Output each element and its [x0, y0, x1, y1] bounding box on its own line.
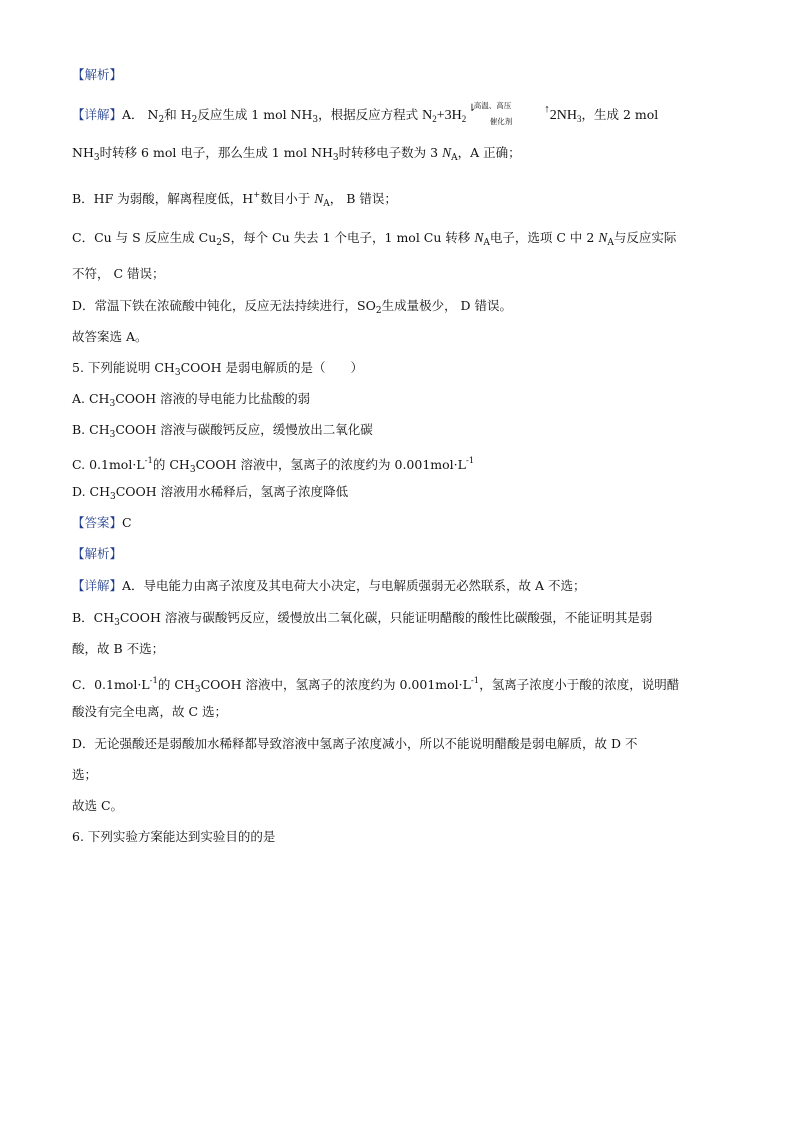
- text: NH: [72, 145, 94, 160]
- text: ，生成 2 mol: [581, 107, 659, 122]
- subscript: 3: [332, 153, 339, 163]
- avogadro-symbol: N: [314, 191, 324, 206]
- text: A. CH: [72, 391, 110, 406]
- text: COOH 溶液用水稀释后，氢离子浓度降低: [115, 484, 349, 499]
- detail-tag: 【详解】: [72, 107, 123, 122]
- reaction-equation: [422, 101, 582, 126]
- answer-value: C: [122, 515, 132, 530]
- superscript: -1: [465, 456, 475, 466]
- text: COOH 溶液与碳酸钙反应，缓慢放出二氧化碳，只能证明醋酸的酸性比碳酸强，不能证明其是弱: [119, 610, 653, 625]
- subscript: 3: [174, 368, 181, 378]
- text: ，根据反应方程式: [318, 107, 419, 122]
- avogadro-symbol: N: [598, 230, 608, 245]
- text: D. CH: [72, 484, 110, 499]
- question-5-stem: [72, 359, 363, 382]
- text: 时转移 6 mol 电子，那么生成 1 mol NH: [99, 145, 333, 160]
- reaction-condition-arrow: [467, 101, 550, 126]
- text: B．CH: [72, 610, 115, 625]
- equation-term: N: [422, 108, 433, 123]
- text: 时转移电子数为 3: [338, 145, 439, 160]
- text: 和 H: [164, 107, 192, 122]
- option-c: [72, 452, 474, 479]
- condition-bottom: 催化剂: [489, 117, 513, 126]
- text: 生成量极少， D 错误。: [381, 298, 513, 313]
- text: 反应生成 1 mol NH: [197, 107, 313, 122]
- subscript: A: [483, 238, 490, 248]
- avogadro-symbol: N: [442, 145, 452, 160]
- text: 电子，选项 C 中 2: [489, 230, 595, 245]
- condition-top: 高温、高压: [473, 101, 512, 110]
- subscript: 3: [93, 153, 100, 163]
- question-6-stem: 6. 下列实验方案能达到实验目的的是: [72, 829, 276, 844]
- superscript: -1: [149, 676, 158, 686]
- option-a: [72, 390, 310, 413]
- text: 5. 下列能说明 CH: [72, 360, 175, 375]
- answer-tag: 【答案】: [72, 515, 123, 530]
- superscript: -1: [144, 456, 153, 466]
- text: 的 CH: [152, 457, 190, 472]
- text: C．Cu 与 S 反应生成 Cu: [72, 230, 217, 245]
- detail2-line-4: [72, 672, 679, 699]
- subscript: 3: [110, 492, 116, 502]
- text: COOH 是弱电解质的是（ ）: [180, 360, 364, 375]
- subscript: 2: [158, 115, 165, 125]
- text: A． N: [122, 107, 159, 122]
- subscript: A: [323, 199, 330, 209]
- text: ， B 错误；: [329, 191, 397, 206]
- subscript: 3: [194, 685, 201, 695]
- option-b: [72, 421, 373, 444]
- subscript: 3: [189, 465, 196, 475]
- text: C. 0.1mol·L: [72, 457, 145, 472]
- detail2-conclusion: 故选 C。: [72, 798, 124, 813]
- subscript: 2: [432, 114, 437, 124]
- conclusion-line: 故答案选 A。: [72, 329, 148, 344]
- text: ，氢离子浓度小于酸的浓度，说明醋: [479, 677, 680, 692]
- text: C．0.1mol·L: [72, 677, 150, 692]
- detail-line-6: [72, 297, 512, 320]
- answer-line: [72, 514, 132, 532]
- subscript: 2: [461, 114, 467, 124]
- detail2-line-2: [72, 609, 652, 632]
- analysis-heading-2: 【解析】: [72, 546, 123, 561]
- detail2-line-3: 酸，故 B 不选；: [72, 641, 165, 656]
- avogadro-symbol: N: [474, 230, 484, 245]
- reverse-arrow-icon: ⇂: [467, 103, 477, 114]
- subscript: 3: [577, 114, 582, 124]
- detail2-line-1: [72, 577, 586, 595]
- text: 数目小于: [260, 191, 311, 206]
- subscript: A: [607, 238, 614, 248]
- subscript: 3: [109, 399, 116, 409]
- equation-term: +3H: [436, 108, 462, 123]
- text: 的 CH: [157, 677, 195, 692]
- detail-line-5: 不符， C 错误；: [72, 266, 165, 281]
- superscript: +: [253, 190, 261, 200]
- detail-tag: 【详解】: [72, 578, 123, 593]
- detail-line-4: [72, 229, 676, 252]
- analysis-heading-1: 【解析】: [72, 67, 123, 82]
- text: S，每个 Cu 失去 1 个电子，1 mol Cu 转移: [222, 230, 471, 245]
- forward-arrow-icon: ↑: [544, 103, 550, 115]
- text: COOH 溶液中，氢离子的浓度约为 0.001mol·L: [195, 457, 466, 472]
- text: A．导电能力由离子浓度及其电荷大小决定，与电解质强弱无必然联系，故 A 不选；: [122, 578, 586, 593]
- subscript: 3: [109, 430, 116, 440]
- text: COOH 溶液中，氢离子的浓度约为 0.001mol·L: [200, 677, 471, 692]
- equation-term: 2NH: [549, 108, 578, 123]
- text: B. CH: [72, 422, 110, 437]
- subscript: 3: [312, 115, 319, 125]
- detail2-line-5: 酸没有完全电离，故 C 选；: [72, 704, 228, 719]
- detail-line-2: [72, 144, 521, 167]
- text: COOH 溶液与碳酸钙反应，缓慢放出二氧化碳: [115, 422, 373, 437]
- text: D．常温下铁在浓硫酸中钝化，反应无法持续进行，SO: [72, 298, 376, 313]
- superscript: -1: [470, 676, 480, 686]
- detail-line-1: [72, 101, 659, 129]
- text: ，A 正确；: [457, 145, 521, 160]
- detail2-line-6: D．无论强酸还是弱酸加水稀释都导致溶液中氢离子浓度减小，所以不能说明醋酸是弱电解质，故 D 不: [72, 736, 638, 751]
- detail2-line-7: 选；: [72, 767, 98, 782]
- subscript: 2: [216, 238, 222, 248]
- detail-line-3: [72, 186, 397, 213]
- text: B．HF 为弱酸，解离程度低，H: [72, 191, 254, 206]
- text: COOH 溶液的导电能力比盐酸的弱: [115, 391, 311, 406]
- option-d: [72, 483, 348, 506]
- subscript: 3: [114, 618, 120, 628]
- text: 与反应实际: [613, 230, 677, 245]
- subscript: 2: [191, 115, 198, 125]
- subscript: 2: [375, 306, 382, 316]
- subscript: A: [451, 153, 458, 163]
